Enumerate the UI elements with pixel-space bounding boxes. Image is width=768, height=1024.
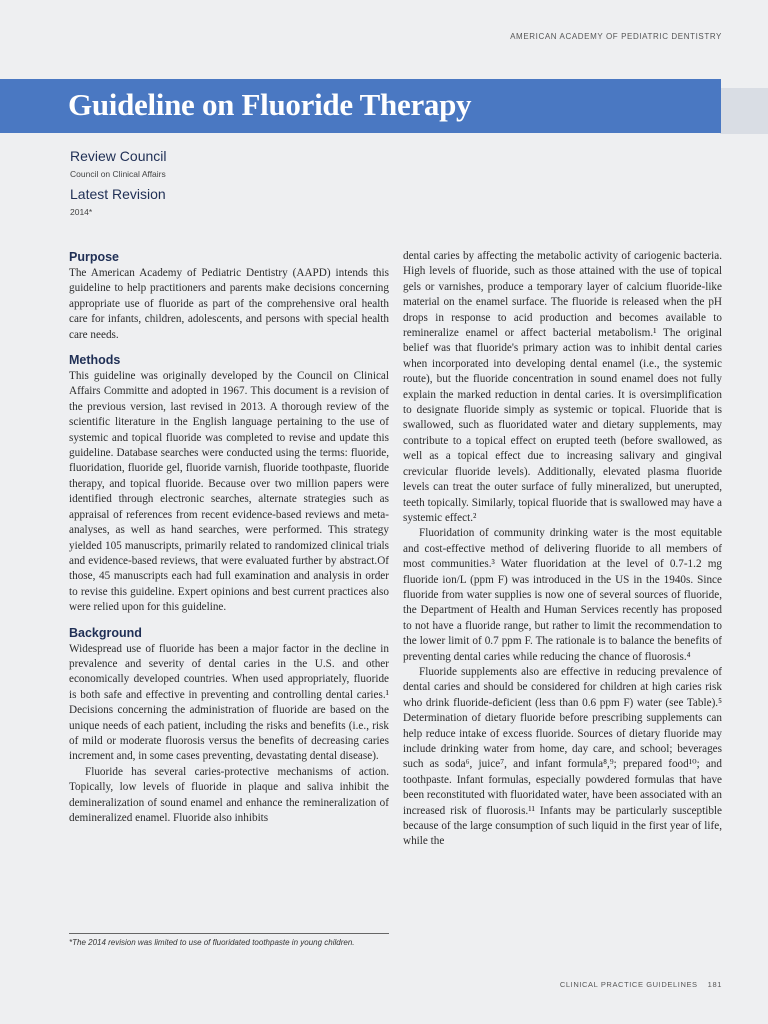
section-heading-methods: Methods: [69, 353, 121, 368]
background-paragraph-2: Fluoride has several caries-protective mechanisms of action. Topically, low levels of fluoride in plaque and saliva inhibit the demineralization of sound enamel and enhance the remineralization of demineralized enamel. Fluoride also inhibits: [69, 765, 389, 824]
latest-revision-value: 2014*: [70, 207, 93, 217]
page-footer: [560, 980, 722, 989]
footer-label: CLINICAL PRACTICE GUIDELINES: [559, 980, 698, 989]
latest-revision-heading: Latest Revision: [70, 186, 166, 202]
left-column: [69, 250, 389, 826]
methods-paragraph: This guideline was originally developed by the Council on Clinical Affairs Committe and adopted in 1967. This document is a revision of the previous version, last revised in 2013. A thorough review of the scientific literature in the English language pertaining to the use of systemic and topical fluoride was completed to revise and update this guideline. Database searches were conducted using the terms: fluoride, fluoridation, fluoride gel, fluoride varnish, fluoride toothpaste, fluoride therapy, and topical fluoride. Because over two million papers were identified through electronic searches, alternate strategies such as appraisal of references from recent evidence-based reviews and meta-analyses, as well as hand searches, were performed. This strategy yielded 105 manuscripts, primarily related to randomized clinical trials and evidence-based reviews, that were evaluated further by abstract.Of those, 45 manuscripts each had full examination and analysis in order to revise this guideline. Expert opinions and best current practices also were relied upon for this guideline.: [69, 370, 389, 614]
page-title: Guideline on Fluoride Therapy: [68, 87, 472, 122]
review-council-value: Council on Clinical Affairs: [70, 169, 166, 179]
right-paragraph-1: dental caries by affecting the metabolic activity of cariogenic bacteria. High levels of fluoride, such as those attained with the use of topical gels or varnishes, produce a temporary layer of calcium fluoride-like material on the enamel surface. The fluoride is released when the pH drops in response to acid production and becomes available to remineralize enamel or affect bacterial metabolism.¹ The original belief was that fluoride's primary action was to inhibit dental caries when incorporated into developing dental enamel (i.e., the systemic route), but the fluoride concentration in sound enamel does not fully explain the marked reduction in dental caries. It is oversimplification to designate fluoride simply as systemic or topical. Fluoride that is swallowed, such as fluoridated water and dietary supplements, may contribute to a topical effect on erupted teeth (before swallowed, as well as a topical effect due to increasing salivary and gingival crevicular fluoride levels). Additionally, elevated plasma fluoride levels can treat the outer surface of fully mineralized, but unerupted, teeth topically. Similarly, topical fluoride that is swallowed may have a systemic effect.²: [403, 250, 722, 524]
review-council-heading: Review Council: [70, 148, 167, 164]
right-column: [403, 249, 722, 850]
right-paragraph-3: Fluoride supplements also are effective in reducing prevalence of dental caries and should be considered for children at high caries risk who drink fluoride-deficient (less than 0.6 ppm F) water (see Table).⁵ Determination of dietary fluoride before prescribing supplements can help reduce intake of excess fluoride. Sources of dietary fluoride may include drinking water from home, day care, and school; beverages such as soda⁶, juice⁷, and infant formula⁸,⁹; prepared food¹⁰; and toothpaste. Infant formulas, especially powdered formulas that have been reconstituted with fluoridated water, have been associated with an increased risk of fluorosis.¹¹ Infants may be particularly susceptible because of the large consumption of such liquid in the first year of life, while the: [403, 665, 722, 848]
background-paragraph-1: Widespread use of fluoride has been a major factor in the decline in prevalence and severity of dental caries in the U.S. and other economically developed countries. When used appropriately, fluoride is both safe and effective in preventing and controlling dental caries.¹ Decisions concerning the administration of fluoride are based on the unique needs of each patient, including the risks and benefits (i.e., risk of mild or moderate fluorosis versus the benefits of decreasing caries increment and, in some cases preventing, devastating dental disease).: [69, 642, 389, 763]
title-band-extension: [720, 88, 768, 134]
section-heading-background: Background: [69, 625, 142, 640]
right-paragraph-2: Fluoridation of community drinking water is the most equitable and cost-effective method of delivering fluoride to all members of most communities.³ Water fluoridation at the level of 0.7-1.2 mg fluoride ion/L (ppm F) was introduced in the US in the 1940s. Since fluoride from water supplies is now one of several sources of fluoride, the Department of Health and Human Services recently has proposed to not have a fluoride range, but rather to limit the recommendation to the lower limit of 0.7 ppm F. The rationale is to balance the benefits of preventing dental caries while reducing the chance of fluorosis.⁴: [403, 527, 722, 663]
section-heading-purpose: Purpose: [69, 250, 120, 264]
purpose-paragraph: The American Academy of Pediatric Dentistry (AAPD) intends this guideline to help practitioners and parents make decisions concerning appropriate use of fluoride as part of the comprehensive oral health care for infants, children, adolescents, and persons with special health care needs.: [69, 267, 389, 341]
page-number: 181: [707, 980, 722, 989]
footnote-divider: [69, 933, 389, 934]
running-head: AMERICAN ACADEMY OF PEDIATRIC DENTISTRY: [510, 32, 722, 41]
footnote: *The 2014 revision was limited to use of fluoridated toothpaste in young children.: [69, 938, 355, 947]
title-band: [0, 79, 721, 133]
